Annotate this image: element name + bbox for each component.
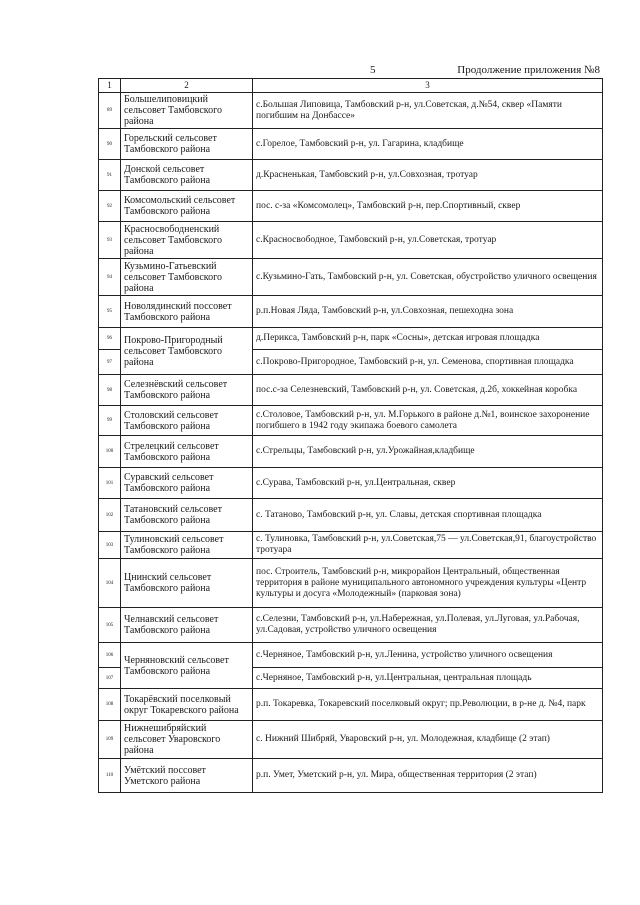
object-description: с.Покрово-Пригородное, Тамбовский р-н, ул. Семенова, спортивная площадка: [253, 350, 603, 375]
row-number: 102: [99, 499, 121, 532]
table-row: [99, 643, 603, 668]
object-description: с. Нижний Шибряй, Уваровский р-н, ул. Молодежная, кладбище (2 этап): [253, 721, 603, 759]
page-subtitle: Продолжение приложения №8: [457, 64, 600, 76]
district-name: Челнавский сельсовет Тамбовского района: [121, 608, 253, 643]
object-description: пос. с-за «Комсомолец», Тамбовский р-н, пер.Спортивный, сквер: [253, 191, 603, 222]
row-number: 90: [99, 129, 121, 160]
row-number: 106: [99, 643, 121, 668]
object-description: с.Сурава, Тамбовский р-н, ул.Центральная, сквер: [253, 468, 603, 499]
table-row: [99, 191, 603, 222]
row-number: 107: [99, 668, 121, 689]
object-description: с.Селезни, Тамбовский р-н, ул.Набережная, ул.Полевая, ул.Луговая, ул.Рабочая, ул.Садовая, устройство уличного освещения: [253, 608, 603, 643]
row-number: 89: [99, 93, 121, 129]
row-number: 93: [99, 222, 121, 259]
district-name: Умётский поссовет Уметского района: [121, 759, 253, 793]
object-description: с.Стрельцы, Тамбовский р-н, ул.Урожайная,кладбище: [253, 436, 603, 468]
row-number: 103: [99, 532, 121, 559]
district-name: Кузьмино-Гатьевский сельсовет Тамбовского района: [121, 259, 253, 296]
district-name: Токарёвский поселковый округ Токаревского района: [121, 689, 253, 721]
district-name: Стрелецкий сельсовет Тамбовского района: [121, 436, 253, 468]
district-name: Покрово-Пригородный сельсовет Тамбовского района: [121, 328, 253, 375]
object-description: р.п. Умет, Уметский р-н, ул. Мира, общественная территория (2 этап): [253, 759, 603, 793]
object-description: с.Красносвободное, Тамбовский р-н, ул.Советская, тротуар: [253, 222, 603, 259]
page-number: 5: [370, 64, 376, 76]
district-name: Новолядинский поссовет Тамбовского района: [121, 296, 253, 328]
row-number: 99: [99, 406, 121, 436]
district-name: Горельский сельсовет Тамбовского района: [121, 129, 253, 160]
district-name: Черняновский сельсовет Тамбовского района: [121, 643, 253, 689]
table-row: [99, 93, 603, 129]
table-row: [99, 406, 603, 436]
row-number: 95: [99, 296, 121, 328]
row-number: 92: [99, 191, 121, 222]
column-header-3: 3: [253, 79, 603, 93]
object-description: с.Столовое, Тамбовский р-н, ул. М.Горького в районе д.№1, воинское захоронение погибшего в 1942 году экипажа боевого самолета: [253, 406, 603, 436]
table-row: [99, 436, 603, 468]
object-description: д.Красненькая, Тамбовский р-н, ул.Совхозная, тротуар: [253, 160, 603, 191]
object-description: с.Кузьмино-Гать, Тамбовский р-н, ул. Советская, обустройство уличного освещения: [253, 259, 603, 296]
row-number: 105: [99, 608, 121, 643]
object-description: р.п. Токаревка, Токаревский поселковый округ; пр.Революции, в р-не д. №4, парк: [253, 689, 603, 721]
district-name: Большелиповицкий сельсовет Тамбовского района: [121, 93, 253, 129]
district-name: Тулиновский сельсовет Тамбовского района: [121, 532, 253, 559]
district-name: Столовский сельсовет Тамбовского района: [121, 406, 253, 436]
object-description: пос. Строитель, Тамбовский р-н, микрорайон Центральный, общественная территория в районе муниципального автономного учреждения культуры «Центр культуры и досуга «Молодежный» (парковая зона): [253, 559, 603, 608]
row-number: 101: [99, 468, 121, 499]
object-description: д.Перикса, Тамбовский р-н, парк «Сосны», детская игровая площадка: [253, 328, 603, 350]
table-row: [99, 608, 603, 643]
object-description: с. Тулиновка, Тамбовский р-н, ул.Советская,75 — ул.Советская,91, благоустройство тротуара: [253, 532, 603, 559]
row-number: 91: [99, 160, 121, 191]
object-description: с.Большая Липовица, Тамбовский р-н, ул.Советская, д.№54, сквер «Памяти погибшим на Донбассе»: [253, 93, 603, 129]
row-number: 96: [99, 328, 121, 350]
district-name: Донской сельсовет Тамбовского района: [121, 160, 253, 191]
row-number: 110: [99, 759, 121, 793]
table-row: [99, 499, 603, 532]
row-number: 98: [99, 375, 121, 406]
object-description: с.Черняное, Тамбовский р-н, ул.Центральная, центральная площадь: [253, 668, 603, 689]
row-number: 100: [99, 436, 121, 468]
table-row: [99, 129, 603, 160]
table-header-row: [99, 79, 603, 93]
district-name: Цнинский сельсовет Тамбовского района: [121, 559, 253, 608]
district-name: Комсомольский сельсовет Тамбовского района: [121, 191, 253, 222]
district-name: Суравский сельсовет Тамбовского района: [121, 468, 253, 499]
table-row: [99, 532, 603, 559]
table-row: [99, 689, 603, 721]
row-number: 109: [99, 721, 121, 759]
row-number: 108: [99, 689, 121, 721]
district-name: Татановский сельсовет Тамбовского района: [121, 499, 253, 532]
table-row: [99, 296, 603, 328]
table-row: [99, 759, 603, 793]
table-row: [99, 559, 603, 608]
table-row: [99, 222, 603, 259]
column-header-1: 1: [99, 79, 121, 93]
district-name: Нижнешибряйский сельсовет Уваровского района: [121, 721, 253, 759]
object-description: с.Черняное, Тамбовский р-н, ул.Ленина, устройство уличного освещения: [253, 643, 603, 668]
table-row: [99, 375, 603, 406]
column-header-2: 2: [121, 79, 253, 93]
table-row: [99, 259, 603, 296]
district-name: Красносвободненский сельсовет Тамбовского района: [121, 222, 253, 259]
table-row: [99, 160, 603, 191]
table-row: [99, 468, 603, 499]
object-description: р.п.Новая Ляда, Тамбовский р-н, ул.Совхозная, пешеходна зона: [253, 296, 603, 328]
object-description: пос.с-за Селезневский, Тамбовский р-н, ул. Советская, д.2б, хоккейная коробка: [253, 375, 603, 406]
row-number: 104: [99, 559, 121, 608]
row-number: 94: [99, 259, 121, 296]
object-description: с.Горелое, Тамбовский р-н, ул. Гагарина, кладбище: [253, 129, 603, 160]
object-description: с. Татаново, Тамбовский р-н, ул. Славы, детская спортивная площадка: [253, 499, 603, 532]
table-row: [99, 721, 603, 759]
row-number: 97: [99, 350, 121, 375]
district-name: Селезнёвский сельсовет Тамбовского района: [121, 375, 253, 406]
data-table: [98, 78, 603, 793]
table-row: [99, 328, 603, 350]
